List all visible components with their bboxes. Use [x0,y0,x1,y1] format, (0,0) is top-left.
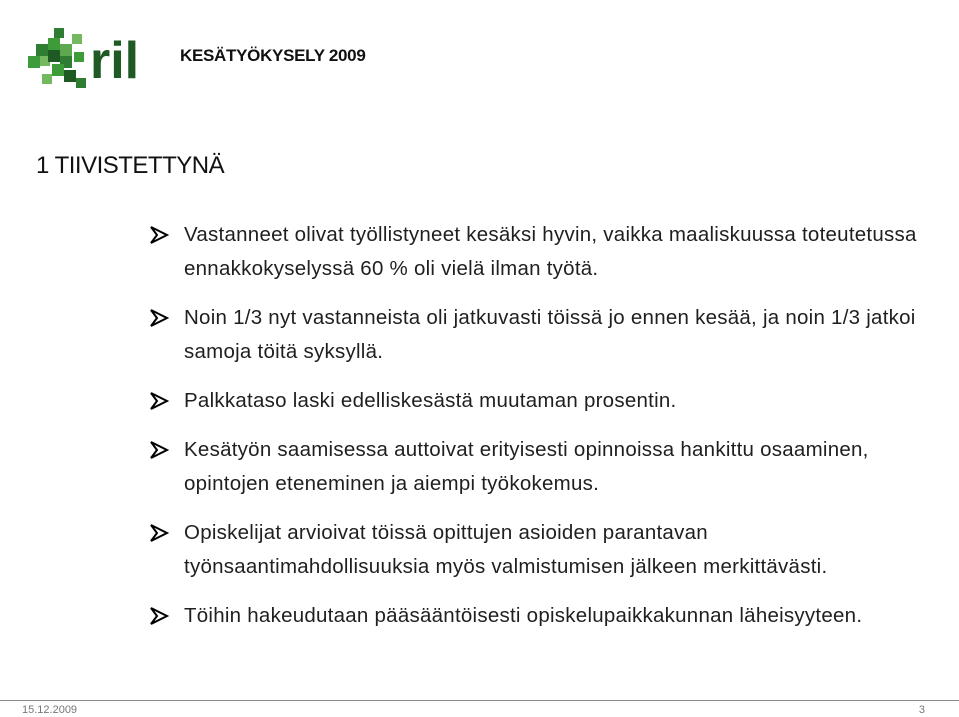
slide-header [0,0,959,110]
bullet-text: Palkkataso laski edelliskesästä muutaman prosentin. [184,389,677,412]
bullet-item [148,516,938,584]
section-title: 1 TIIVISTETTYNÄ [36,152,225,179]
arrow-bullet-icon [148,523,170,543]
page-number: 3 [918,704,925,716]
arrow-bullet-icon [148,308,170,328]
arrow-bullet-icon [148,225,170,245]
logo-wordmark: ril [90,32,140,90]
footer-divider [0,700,959,701]
bullet-text: Opiskelijat arvioivat töissä opittujen asioiden parantavan työnsaantimahdollisuuksia myös valmistumisen jälkeen merkittävästi. [184,521,828,578]
footer-date: 15.12.2009 [22,704,78,716]
bullet-text: Vastanneet olivat työllistyneet kesäksi hyvin, vaikka maaliskuussa toteutetussa ennakkokyselyssä 60 % oli vielä ilman työtä. [184,223,917,280]
bullet-list [148,218,938,648]
bullet-item [148,218,938,286]
bullet-item [148,599,938,633]
bullet-text: Töihin hakeudutaan pääsääntöisesti opiskelupaikkakunnan läheisyyteen. [184,604,863,627]
cube-pattern-icon [28,28,86,88]
bullet-item [148,301,938,369]
bullet-text: Kesätyön saamisessa auttoivat erityisesti opinnoissa hankittu osaaminen, opintojen eteneminen ja aiempi työkokemus. [184,438,869,495]
ril-logo [24,26,159,94]
arrow-bullet-icon [148,440,170,460]
arrow-bullet-icon [148,606,170,626]
header-title: KESÄTYÖKYSELY 2009 [180,46,366,65]
bullet-item [148,433,938,501]
bullet-text: Noin 1/3 nyt vastanneista oli jatkuvasti töissä jo ennen kesää, ja noin 1/3 jatkoi samoja töitä syksyllä. [184,306,916,363]
arrow-bullet-icon [148,391,170,411]
bullet-item [148,384,938,418]
